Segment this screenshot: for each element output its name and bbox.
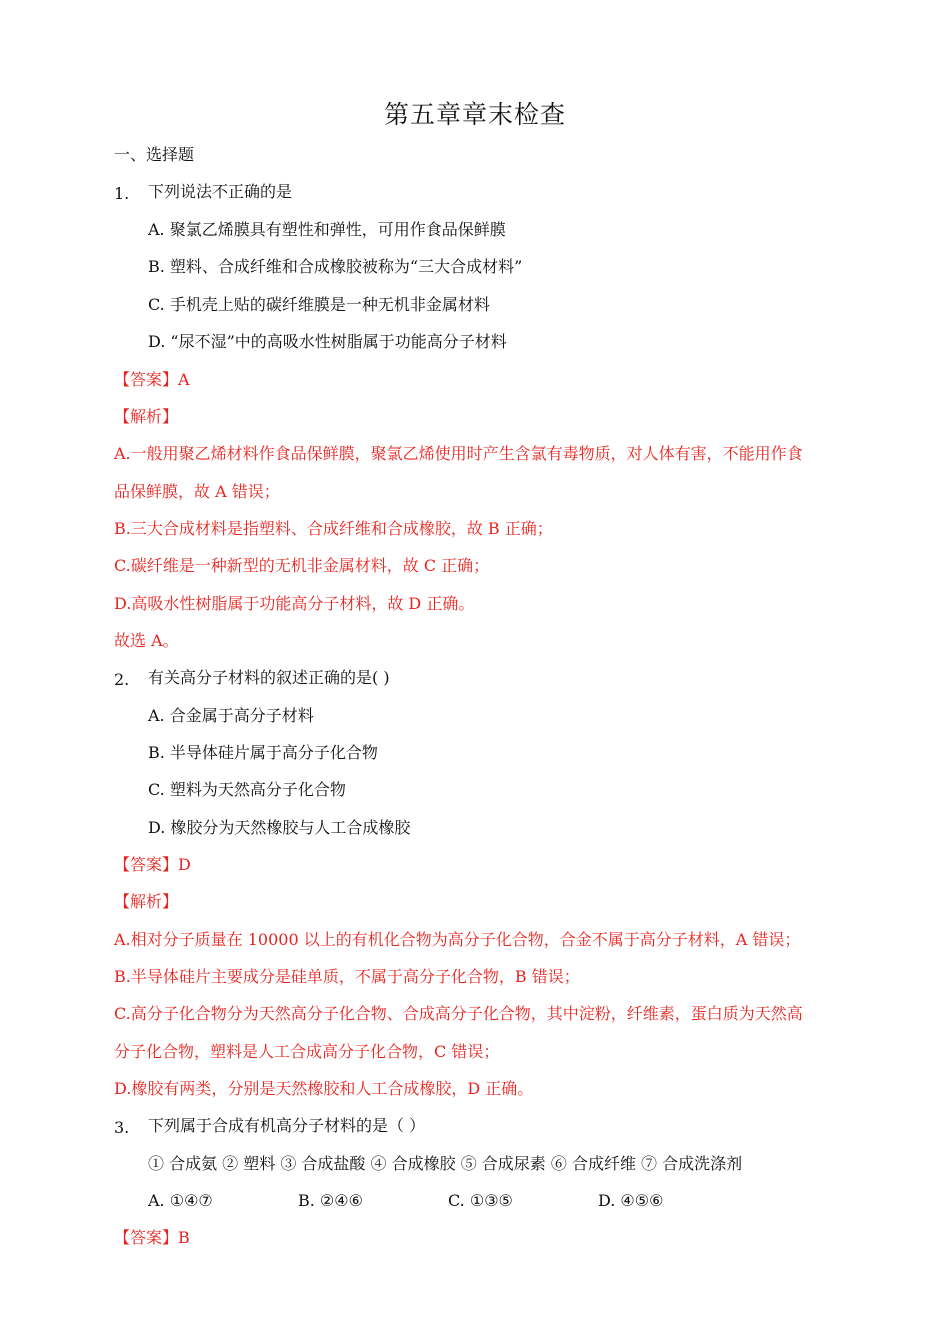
question-1-analysis-conclusion: 故选 A。 xyxy=(114,631,179,650)
question-1-answer: 【答案】A xyxy=(114,370,190,389)
question-2-option-c: C. 塑料为天然高分子化合物 xyxy=(148,780,346,799)
question-3-option-c: C. ①③⑤ xyxy=(448,1191,513,1210)
question-2-option-b: B. 半导体硅片属于高分子化合物 xyxy=(148,743,378,762)
question-1-option-b: B. 塑料、合成纤维和合成橡胶被称为“三大合成材料” xyxy=(148,257,523,276)
question-2-analysis-line: B.半导体硅片主要成分是硅单质，不属于高分子化合物，B 错误； xyxy=(114,967,580,986)
question-1-analysis-line: A.一般用聚乙烯材料作食品保鲜膜，聚氯乙烯使用时产生含氯有毒物质，对人体有害，不能用作食 xyxy=(114,444,803,463)
question-1-analysis-line: B.三大合成材料是指塑料、合成纤维和合成橡胶，故 B 正确； xyxy=(114,519,553,538)
question-2-analysis-line: A.相对分子质量在 10000 以上的有机化合物为高分子化合物，合金不属于高分子材料，A 错误； xyxy=(114,930,801,949)
question-3-answer: 【答案】B xyxy=(114,1228,190,1247)
question-1-option-a: A. 聚氯乙烯膜具有塑性和弹性，可用作食品保鲜膜 xyxy=(148,220,506,239)
question-3-option-b: B. ②④⑥ xyxy=(298,1191,363,1210)
question-3-number: 3. xyxy=(114,1118,130,1137)
page-title: 第五章章末检查 xyxy=(383,100,566,129)
question-2-analysis-line: 分子化合物，塑料是人工合成高分子化合物，C 错误； xyxy=(114,1042,500,1061)
section-heading: 一、选择题 xyxy=(114,145,195,164)
question-1-analysis-line: C.碳纤维是一种新型的无机非金属材料，故 C 正确； xyxy=(114,556,490,575)
question-2-number: 2. xyxy=(114,670,130,689)
question-1-analysis-line: 品保鲜膜，故 A 错误； xyxy=(114,482,280,501)
question-1-option-d: D. “尿不湿”中的高吸水性树脂属于功能高分子材料 xyxy=(148,332,507,351)
question-3-option-a: A. ①④⑦ xyxy=(148,1191,213,1210)
question-2-option-d: D. 橡胶分为天然橡胶与人工合成橡胶 xyxy=(148,818,411,837)
question-2-analysis-line: C.高分子化合物分为天然高分子化合物、合成高分子化合物，其中淀粉，纤维素，蛋白质为天然高 xyxy=(114,1004,803,1023)
question-2-analysis-label: 【解析】 xyxy=(114,892,179,911)
question-1-analysis-label: 【解析】 xyxy=(114,407,179,426)
question-1-number: 1. xyxy=(114,184,130,203)
question-1-stem: 下列说法不正确的是 xyxy=(148,182,293,201)
question-1-option-c: C. 手机壳上贴的碳纤维膜是一种无机非金属材料 xyxy=(148,295,490,314)
question-1-analysis-line: D.高吸水性树脂属于功能高分子材料，故 D 正确。 xyxy=(114,594,475,613)
question-3-option-d: D. ④⑤⑥ xyxy=(598,1191,664,1210)
question-3-stem: 下列属于合成有机高分子材料的是（ ） xyxy=(148,1116,426,1135)
question-3-items: ① 合成氨 ② 塑料 ③ 合成盐酸 ④ 合成橡胶 ⑤ 合成尿素 ⑥ 合成纤维 ⑦ 合成洗涤剂 xyxy=(148,1154,743,1173)
question-2-stem: 有关高分子材料的叙述正确的是( ) xyxy=(148,668,390,687)
question-2-option-a: A. 合金属于高分子材料 xyxy=(148,706,314,725)
question-2-answer: 【答案】D xyxy=(114,855,191,874)
question-2-analysis-line: D.橡胶有两类，分别是天然橡胶和人工合成橡胶，D 正确。 xyxy=(114,1079,534,1098)
